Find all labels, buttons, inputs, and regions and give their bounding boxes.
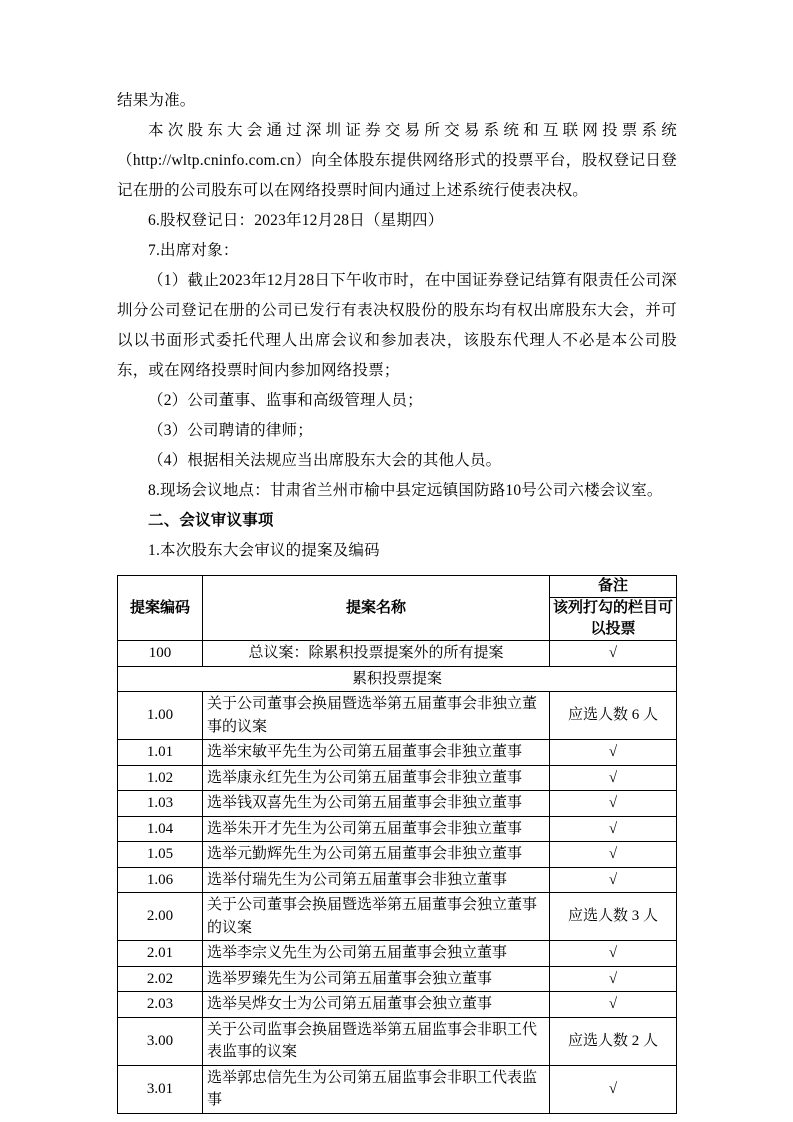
proposal-code: 2.01 [118, 941, 203, 967]
paragraph-meeting-venue: 8.现场会议地点：甘肃省兰州市榆中县定远镇国防路10号公司六楼会议室。 [148, 482, 663, 499]
table-row [118, 641, 677, 667]
proposal-name: 总议案：除累积投票提案外的所有提案 [203, 641, 550, 667]
paragraph-attendee-2: （2）公司董事、监事和高级管理人员； [148, 392, 423, 409]
proposal-code: 2.00 [118, 893, 203, 941]
header-row-1 [118, 576, 677, 598]
proposal-code: 1.04 [118, 816, 203, 842]
proposal-code: 1.01 [118, 740, 203, 766]
table-row [118, 740, 677, 766]
header-remark: 备注 [550, 576, 677, 598]
table-row [118, 1017, 677, 1065]
section-heading-deliberation-items: 二、会议审议事项 [148, 512, 274, 529]
table-row [118, 941, 677, 967]
proposal-code: 2.03 [118, 992, 203, 1018]
proposal-name: 选举李宗义先生为公司第五届董事会独立董事 [203, 941, 550, 967]
paragraph-attendee-1: （1）截止2023年12月28日下午收市时，在中国证券登记结算有限责任公司深圳分公司登记在册的公司已发行有表决权股份的股东均有权出席股东大会，并可以以书面形式委托代理人出席会议和参加表决，该股东代理人不必是本公司股东，或在网络投票时间内参加网络投票； [117, 272, 677, 379]
header-remark-note: 该列打勾的栏目可以投票 [550, 598, 677, 641]
proposals-table-header [118, 576, 677, 641]
table-row [118, 1065, 677, 1113]
proposal-remark: √ [550, 816, 677, 842]
proposal-remark: √ [550, 966, 677, 992]
proposal-remark: 应选人数 3 人 [550, 893, 677, 941]
paragraph-record-date: 6.股权登记日：2023年12月28日（星期四） [148, 212, 444, 229]
proposal-name: 关于公司监事会换届暨选举第五届监事会非职工代表监事的议案 [203, 1017, 550, 1065]
proposal-remark: √ [550, 641, 677, 667]
proposal-name: 选举吴烨女士为公司第五届董事会独立董事 [203, 992, 550, 1018]
proposal-code: 1.03 [118, 791, 203, 817]
proposal-name: 选举罗臻先生为公司第五届董事会独立董事 [203, 966, 550, 992]
proposal-name: 选举郭忠信先生为公司第五届监事会非职工代表监事 [203, 1065, 550, 1113]
proposal-remark: √ [550, 867, 677, 893]
paragraph-attendee-3: （3）公司聘请的律师； [148, 422, 313, 439]
table-row [118, 867, 677, 893]
table-row [118, 791, 677, 817]
proposal-remark: √ [550, 740, 677, 766]
proposal-remark: √ [550, 842, 677, 868]
proposal-name: 关于公司董事会换届暨选举第五届董事会非独立董事的议案 [203, 692, 550, 740]
proposal-code: 3.00 [118, 1017, 203, 1065]
table-row [118, 765, 677, 791]
table-row [118, 966, 677, 992]
table-row [118, 692, 677, 740]
table-row [118, 992, 677, 1018]
proposal-remark: 应选人数 2 人 [550, 1017, 677, 1065]
document-body [117, 86, 677, 1114]
proposals-table [117, 575, 677, 1114]
proposal-code: 1.05 [118, 842, 203, 868]
proposal-code: 2.02 [118, 966, 203, 992]
proposal-name: 选举朱开才先生为公司第五届董事会非独立董事 [203, 816, 550, 842]
paragraph-continuation: 结果为准。 [117, 92, 196, 109]
proposal-name: 选举康永红先生为公司第五届董事会非独立董事 [203, 765, 550, 791]
proposal-name: 选举钱双喜先生为公司第五届董事会非独立董事 [203, 791, 550, 817]
proposals-table-body [118, 641, 677, 1114]
header-proposal-code: 提案编码 [118, 576, 203, 641]
proposal-remark: √ [550, 941, 677, 967]
proposal-code: 1.02 [118, 765, 203, 791]
paragraph-network-voting: 本次股东大会通过深圳证券交易所交易系统和互联网投票系统（http://wltp.cninfo.com.cn）向全体股东提供网络形式的投票平台，股权登记日登记在册的公司股东可以在网络投票时间内通过上述系统行使表决权。 [117, 122, 677, 199]
proposal-code: 1.00 [118, 692, 203, 740]
proposal-name: 选举宋敏平先生为公司第五届董事会非独立董事 [203, 740, 550, 766]
table-row [118, 816, 677, 842]
proposal-name: 关于公司董事会换届暨选举第五届董事会独立董事的议案 [203, 893, 550, 941]
proposal-remark: √ [550, 992, 677, 1018]
table-row [118, 666, 677, 692]
section-row-label: 累积投票提案 [118, 666, 677, 692]
proposal-code: 100 [118, 641, 203, 667]
table-row [118, 842, 677, 868]
table-row [118, 893, 677, 941]
proposal-remark: √ [550, 791, 677, 817]
proposal-code: 3.01 [118, 1065, 203, 1113]
proposal-remark: √ [550, 1065, 677, 1113]
paragraph-attendees-heading: 7.出席对象： [148, 242, 239, 259]
proposal-remark: 应选人数 6 人 [550, 692, 677, 740]
header-proposal-name: 提案名称 [203, 576, 550, 641]
proposal-name: 选举元勤辉先生为公司第五届董事会非独立董事 [203, 842, 550, 868]
paragraph-proposals-intro: 1.本次股东大会审议的提案及编码 [148, 542, 380, 559]
proposal-code: 1.06 [118, 867, 203, 893]
paragraph-attendee-4: （4）根据相关法规应当出席股东大会的其他人员。 [148, 452, 502, 469]
proposal-remark: √ [550, 765, 677, 791]
proposal-name: 选举付瑞先生为公司第五届董事会非独立董事 [203, 867, 550, 893]
